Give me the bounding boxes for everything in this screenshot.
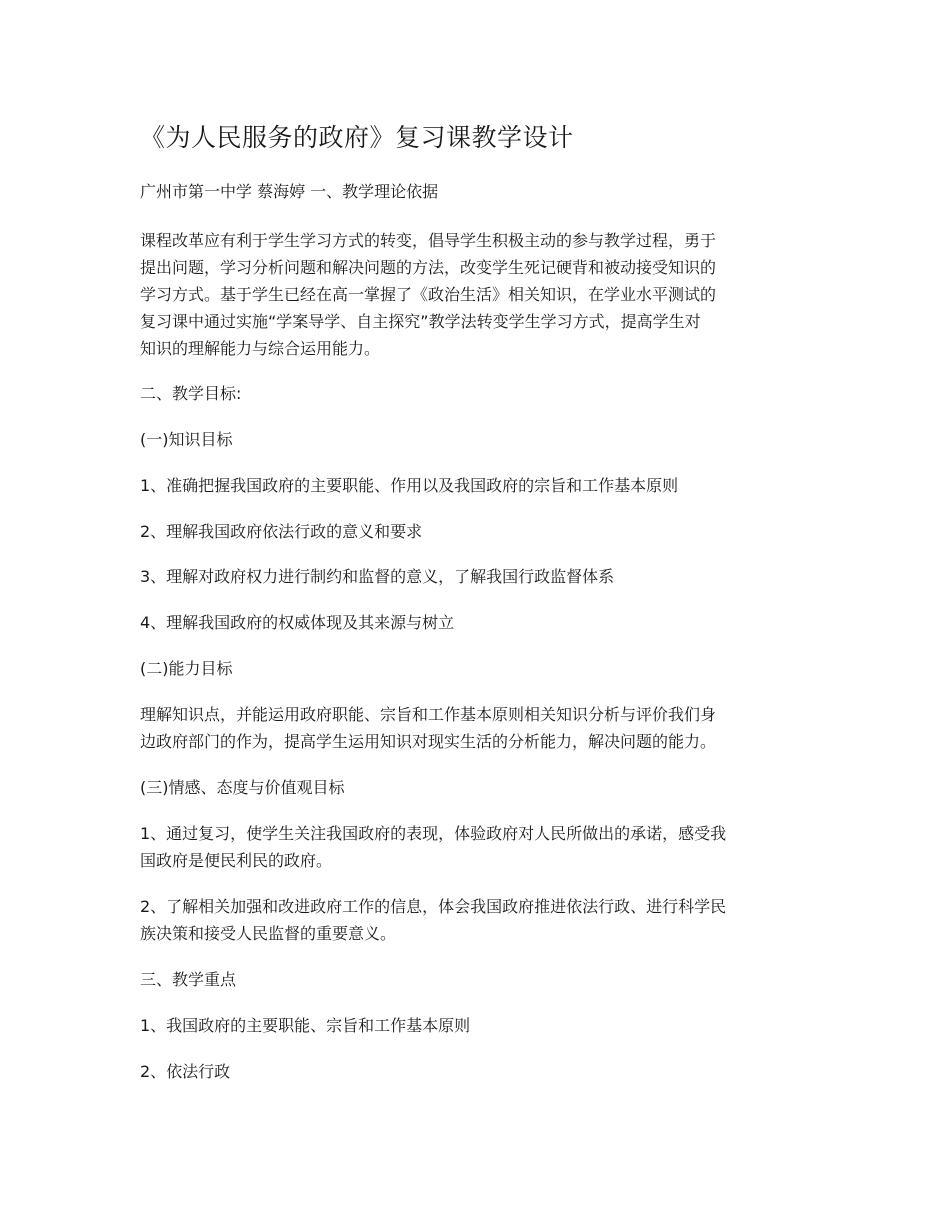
focus-item-1: 1、我国政府的主要职能、宗旨和工作基本原则 bbox=[140, 1016, 471, 1035]
knowledge-heading: (一)知识目标 bbox=[140, 430, 233, 449]
focus-heading: 三、教学重点 bbox=[140, 970, 237, 989]
goals-heading: 二、教学目标: bbox=[140, 384, 242, 403]
theory-line-3: 学习方式。基于学生已经在高一掌握了《政治生活》相关知识，在学业水平测试的 bbox=[140, 285, 717, 304]
emotion-item-2-line-2: 族决策和接受人民监督的重要意义。 bbox=[140, 924, 397, 943]
knowledge-item-1: 1、准确把握我国政府的主要职能、作用以及我国政府的宗旨和工作基本原则 bbox=[140, 476, 679, 495]
knowledge-item-2: 2、理解我国政府依法行政的意义和要求 bbox=[140, 522, 423, 541]
theory-line-2: 提出问题，学习分析问题和解决问题的方法，改变学生死记硬背和被动接受知识的 bbox=[140, 258, 717, 277]
theory-line-1: 课程改革应有利于学生学习方式的转变，倡导学生积极主动的参与教学过程，勇于 bbox=[140, 231, 717, 250]
knowledge-item-3: 3、理解对政府权力进行制约和监督的意义，了解我国行政监督体系 bbox=[140, 567, 615, 586]
knowledge-item-4: 4、理解我国政府的权威体现及其来源与树立 bbox=[140, 613, 455, 632]
ability-heading: (二)能力目标 bbox=[140, 659, 233, 678]
emotion-item-1-line-2: 国政府是便民利民的政府。 bbox=[140, 851, 333, 870]
emotion-item-1-line-1: 1、通过复习，使学生关注我国政府的表现，体验政府对人民所做出的承诺，感受我 bbox=[140, 824, 727, 843]
theory-line-5: 知识的理解能力与综合运用能力。 bbox=[140, 339, 381, 358]
emotion-heading: (三)情感、态度与价值观目标 bbox=[140, 778, 345, 797]
ability-line-1: 理解知识点，并能运用政府职能、宗旨和工作基本原则相关知识分析与评价我们身 bbox=[140, 705, 717, 724]
ability-line-2: 边政府部门的作为，提高学生运用知识对现实生活的分析能力，解决问题的能力。 bbox=[140, 732, 717, 751]
theory-line-4: 复习课中通过实施“学案导学、自主探究”教学法转变学生学习方式，提高学生对 bbox=[140, 312, 701, 331]
author-line: 广州市第一中学 蔡海婷 一、教学理论依据 bbox=[140, 182, 439, 201]
focus-item-2: 2、依法行政 bbox=[140, 1062, 231, 1081]
emotion-item-2-line-1: 2、了解相关加强和改进政府工作的信息，体会我国政府推进依法行政、进行科学民 bbox=[140, 897, 727, 916]
document-title: 《为人民服务的政府》复习课教学设计 bbox=[140, 123, 574, 152]
